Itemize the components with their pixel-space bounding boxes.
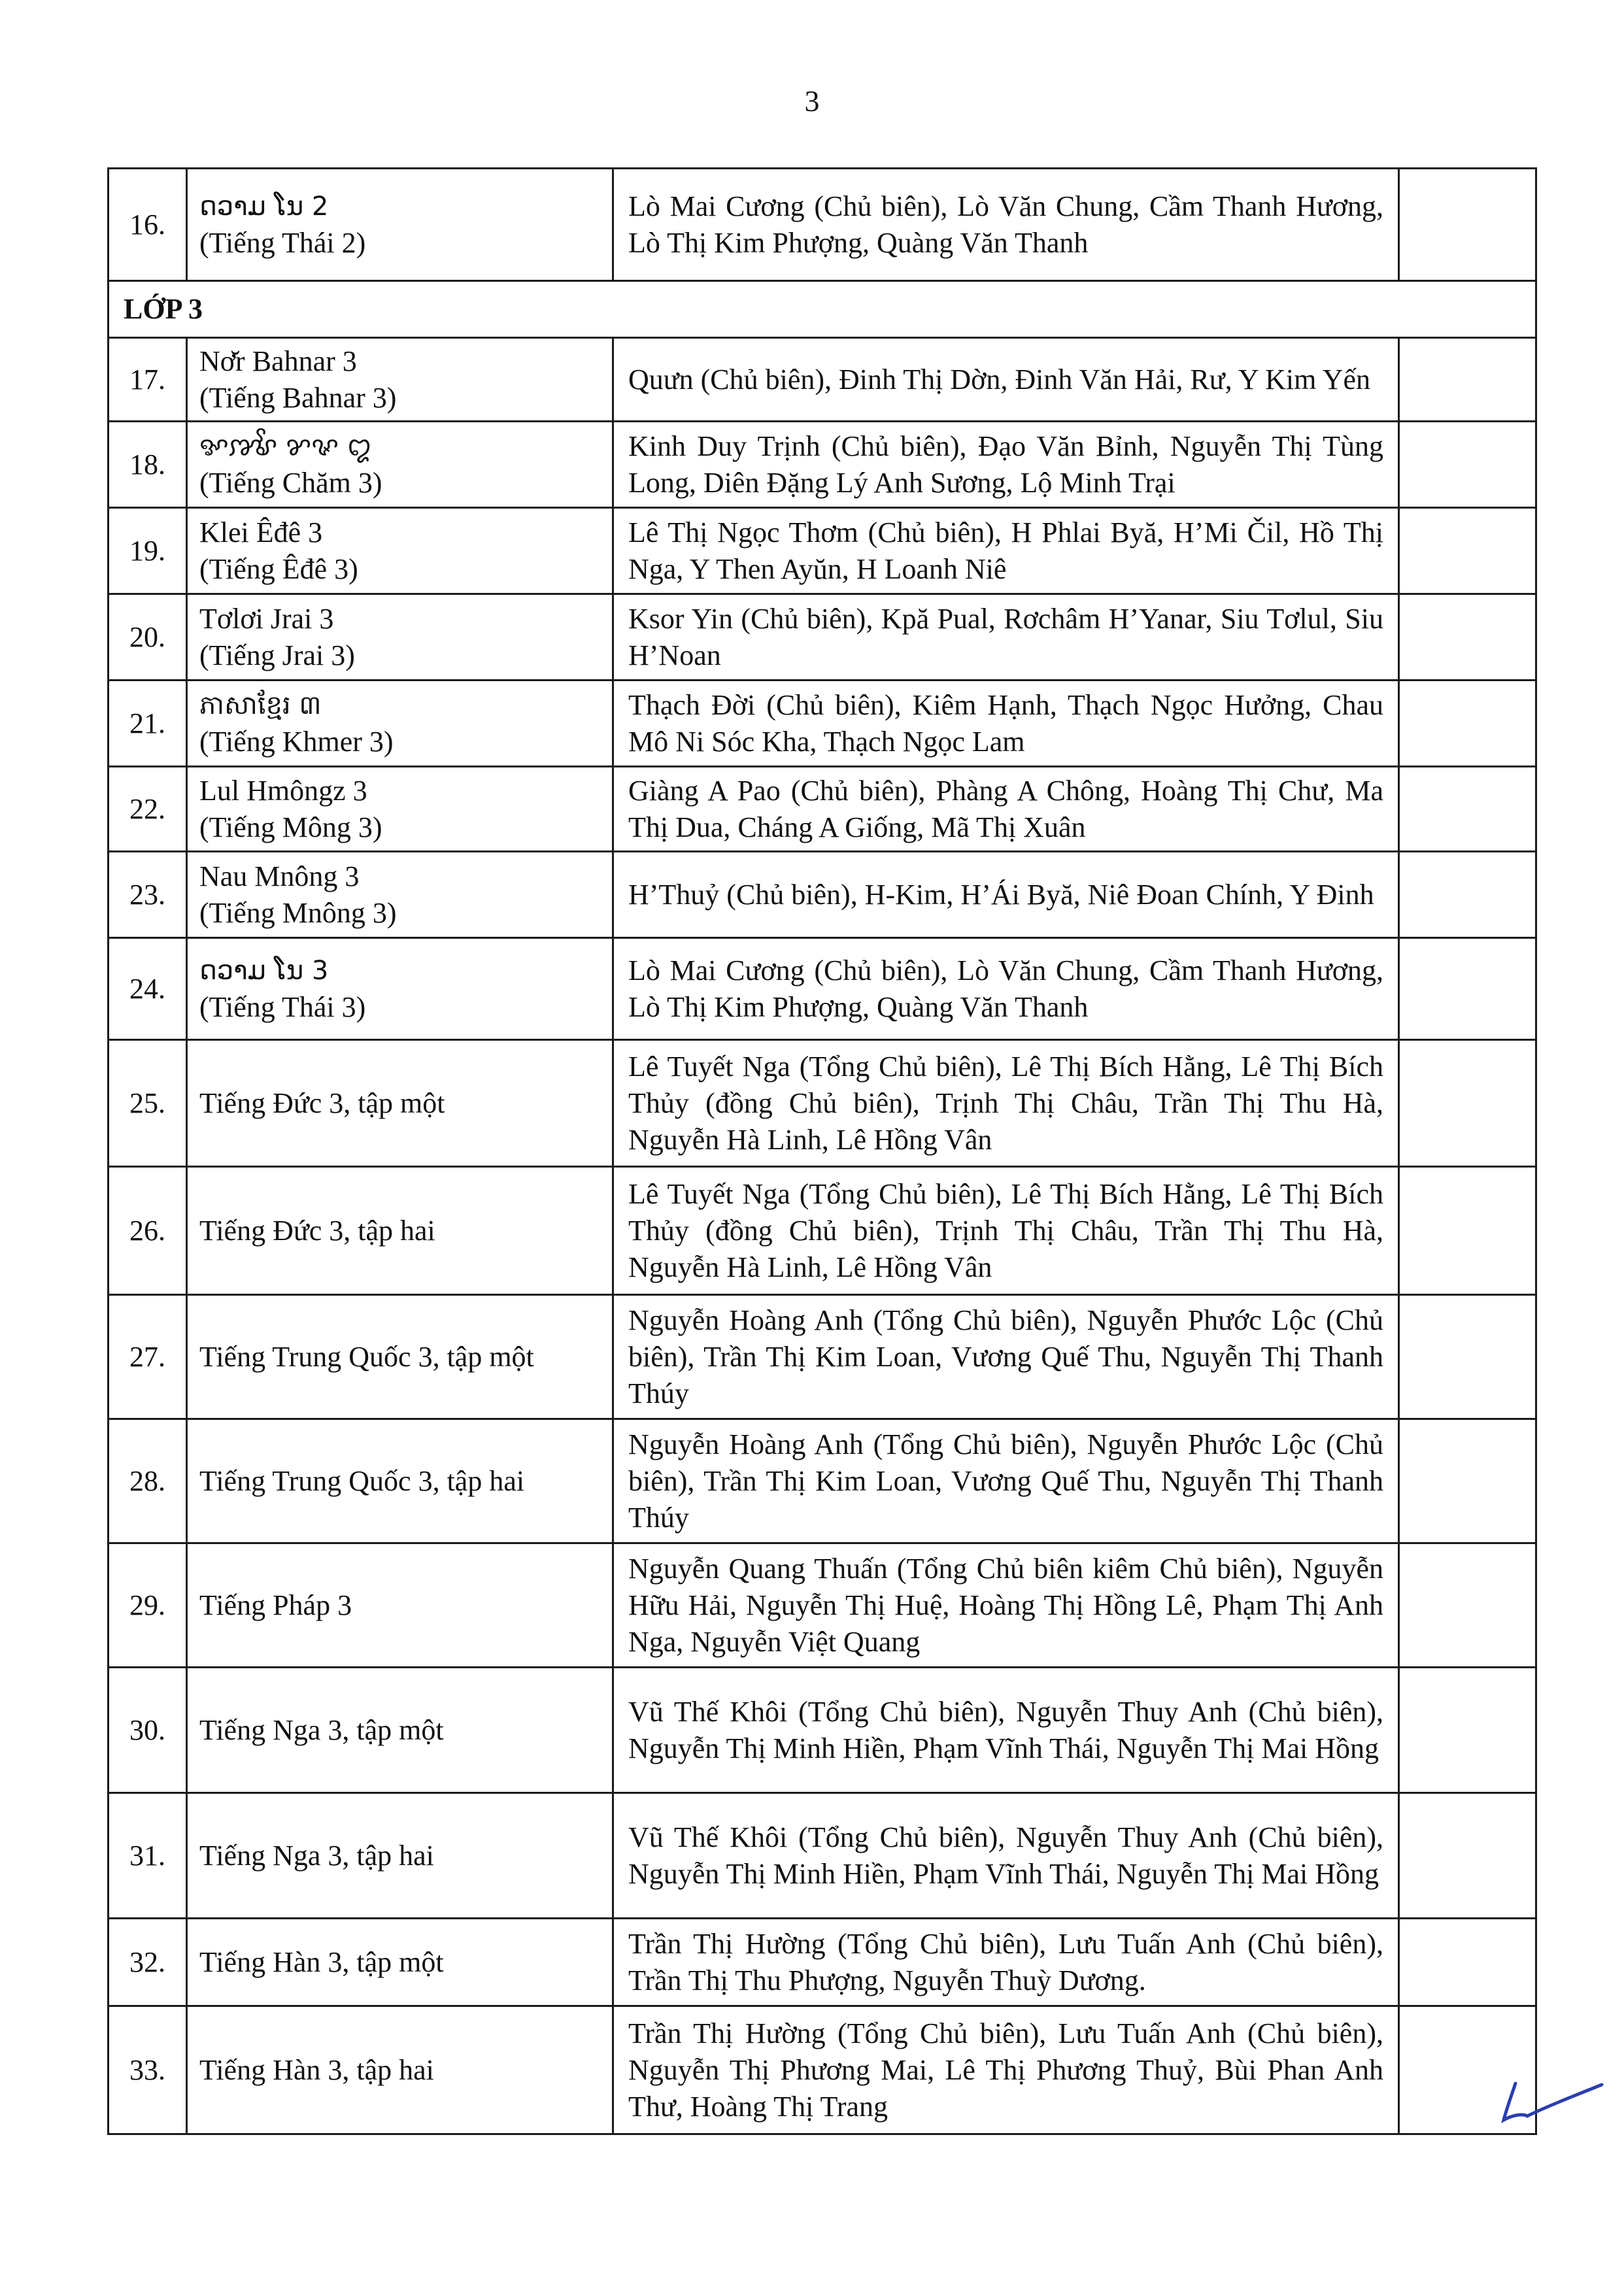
note-cell <box>1399 852 1536 938</box>
book-title-line: Tiếng Hàn 3, tập một <box>199 1945 444 1978</box>
row-number: 27. <box>109 1295 187 1419</box>
note-cell <box>1399 169 1536 281</box>
book-title-cell <box>187 1793 613 1919</box>
book-title-line: Tiếng Trung Quốc 3, tập một <box>199 1340 534 1373</box>
authors-cell: Nguyễn Hoàng Anh (Tổng Chủ biên), Nguyễn Phước Lộc (Chủ biên), Trần Thị Kim Loan, Vương Quế Thu, Nguyễn Thị Thanh Thúy <box>613 1419 1399 1543</box>
book-title-line: Tiếng Pháp 3 <box>199 1589 352 1621</box>
row-number: 20. <box>109 594 187 681</box>
section-heading: LỚP 3 <box>109 281 1536 338</box>
table-row <box>109 169 1536 281</box>
book-title-cell <box>187 338 613 422</box>
note-cell <box>1399 1419 1536 1543</box>
authors-cell: Kinh Duy Trịnh (Chủ biên), Đạo Văn Bỉnh, Nguyễn Thị Tùng Long, Diên Đặng Lý Anh Sương, Lộ Minh Trại <box>613 422 1399 508</box>
row-number: 32. <box>109 1919 187 2006</box>
book-title-line: (Tiếng Thái 3) <box>199 990 366 1023</box>
authors-cell: Lò Mai Cương (Chủ biên), Lò Văn Chung, Cầm Thanh Hương, Lò Thị Kim Phượng, Quàng Văn Thanh <box>613 169 1399 281</box>
book-title-cell <box>187 1040 613 1167</box>
book-title-line: Nau Mnông 3 <box>199 860 360 892</box>
book-title-cell <box>187 169 613 281</box>
authors-cell: Nguyễn Hoàng Anh (Tổng Chủ biên), Nguyễn Phước Lộc (Chủ biên), Trần Thị Kim Loan, Vương Quế Thu, Nguyễn Thị Thanh Thúy <box>613 1295 1399 1419</box>
book-title-line: Tơlơi Jrai 3 <box>199 602 334 635</box>
authors-cell: Quưn (Chủ biên), Đinh Thị Dờn, Đinh Văn Hải, Rư, Y Kim Yến <box>613 338 1399 422</box>
book-title-cell <box>187 1167 613 1295</box>
note-cell <box>1399 338 1536 422</box>
table-row <box>109 1167 1536 1295</box>
book-title-line: (Tiếng Thái 2) <box>199 226 366 259</box>
row-number: 24. <box>109 938 187 1040</box>
book-title-cell <box>187 1543 613 1668</box>
note-cell <box>1399 1543 1536 1668</box>
row-number: 21. <box>109 681 187 767</box>
book-title-line: Klei Êđê 3 <box>199 516 323 548</box>
row-number: 33. <box>109 2006 187 2134</box>
row-number: 25. <box>109 1040 187 1167</box>
book-title-cell <box>187 2006 613 2134</box>
book-title-line: Tiếng Nga 3, tập hai <box>199 1839 434 1872</box>
authors-cell: Thạch Đời (Chủ biên), Kiêm Hạnh, Thạch Ngọc Hưởng, Chau Mô Ni Sóc Kha, Thạch Ngọc Lam <box>613 681 1399 767</box>
note-cell <box>1399 508 1536 594</box>
textbook-list-table <box>107 167 1537 2135</box>
table-row <box>109 338 1536 422</box>
book-title-line: (Tiếng Bahnar 3) <box>199 381 397 414</box>
note-cell <box>1399 1668 1536 1793</box>
book-title-line: (Tiếng Mông 3) <box>199 811 382 843</box>
book-title-line: ភាសាខ្មែរ ៣ <box>199 690 322 720</box>
table-row <box>109 1919 1536 2006</box>
table-row <box>109 594 1536 681</box>
authors-cell: Trần Thị Hường (Tổng Chủ biên), Lưu Tuấn Anh (Chủ biên), Trần Thị Thu Phượng, Nguyễn Thuỳ Dương. <box>613 1919 1399 2006</box>
table-body <box>109 169 1536 2134</box>
authors-cell: Lê Tuyết Nga (Tổng Chủ biên), Lê Thị Bích Hằng, Lê Thị Bích Thủy (đồng Chủ biên), Trịnh Thị Châu, Trần Thị Thu Hà, Nguyễn Hà Linh, Lê Hồng Vân <box>613 1167 1399 1295</box>
book-title-cell <box>187 767 613 852</box>
signature-mark <box>1497 2076 1608 2134</box>
book-title-line: (Tiếng Jrai 3) <box>199 639 355 671</box>
authors-cell: Trần Thị Hường (Tổng Chủ biên), Lưu Tuấn Anh (Chủ biên), Nguyễn Thị Phương Mai, Lê Thị Phương Thuỷ, Bùi Phan Anh Thư, Hoàng Thị Trang <box>613 2006 1399 2134</box>
book-title-cell <box>187 422 613 508</box>
table-row <box>109 938 1536 1040</box>
row-number: 28. <box>109 1419 187 1543</box>
authors-cell: H’Thuỷ (Chủ biên), H-Kim, H’Ái Byă, Niê Đoan Chính, Y Đinh <box>613 852 1399 938</box>
row-number: 29. <box>109 1543 187 1668</box>
row-number: 19. <box>109 508 187 594</box>
book-title-cell <box>187 1295 613 1419</box>
table-row <box>109 508 1536 594</box>
book-title-cell <box>187 938 613 1040</box>
authors-cell: Lò Mai Cương (Chủ biên), Lò Văn Chung, Cầm Thanh Hương, Lò Thị Kim Phượng, Quàng Văn Thanh <box>613 938 1399 1040</box>
row-number: 31. <box>109 1793 187 1919</box>
book-title-line: ດວາມ ໂນ 3 <box>199 955 329 986</box>
row-number: 23. <box>109 852 187 938</box>
authors-cell: Lê Thị Ngọc Thơm (Chủ biên), H Phlai Byă, H’Mi Čil, Hồ Thị Nga, Y Then Ayŭn, H Loanh Niê <box>613 508 1399 594</box>
authors-cell: Vũ Thế Khôi (Tổng Chủ biên), Nguyễn Thuy Anh (Chủ biên), Nguyễn Thị Minh Hiền, Phạm Vĩnh Thái, Nguyễn Thị Mai Hồng <box>613 1668 1399 1793</box>
table-row <box>109 1040 1536 1167</box>
authors-cell: Ksor Yin (Chủ biên), Kpă Pual, Rơchâm H’Yanar, Siu Tơlul, Siu H’Noan <box>613 594 1399 681</box>
row-number: 18. <box>109 422 187 508</box>
note-cell <box>1399 938 1536 1040</box>
row-number: 30. <box>109 1668 187 1793</box>
book-title-line: Tiếng Đức 3, tập một <box>199 1086 445 1119</box>
book-title-line: Tiếng Hàn 3, tập hai <box>199 2053 434 2086</box>
book-title-line: Tiếng Trung Quốc 3, tập hai <box>199 1464 525 1497</box>
section-row <box>109 281 1536 338</box>
table-row <box>109 2006 1536 2134</box>
book-title-cell <box>187 852 613 938</box>
book-title-cell <box>187 508 613 594</box>
row-number: 16. <box>109 169 187 281</box>
table-row <box>109 852 1536 938</box>
book-title-cell <box>187 1919 613 2006</box>
row-number: 22. <box>109 767 187 852</box>
book-title-line: Tiếng Đức 3, tập hai <box>199 1214 435 1247</box>
book-title-line: (Tiếng Êđê 3) <box>199 552 358 585</box>
book-title-line: ꨀꨇꨩꨣ ꨌꨟ ꩓ <box>199 431 372 462</box>
authors-cell: Vũ Thế Khôi (Tổng Chủ biên), Nguyễn Thuy Anh (Chủ biên), Nguyễn Thị Minh Hiền, Phạm Vĩnh Thái, Nguyễn Thị Mai Hồng <box>613 1793 1399 1919</box>
table-row <box>109 1543 1536 1668</box>
book-title-cell <box>187 681 613 767</box>
authors-cell: Nguyễn Quang Thuấn (Tổng Chủ biên kiêm Chủ biên), Nguyễn Hữu Hải, Nguyễn Thị Huệ, Hoàng Thị Hồng Lê, Phạm Thị Anh Nga, Nguyễn Việt Quang <box>613 1543 1399 1668</box>
book-title-line: Lul Hmôngz 3 <box>199 774 367 807</box>
book-title-line: (Tiếng Chăm 3) <box>199 466 382 499</box>
row-number: 26. <box>109 1167 187 1295</box>
note-cell <box>1399 1040 1536 1167</box>
table-row <box>109 1668 1536 1793</box>
book-title-cell <box>187 1668 613 1793</box>
note-cell <box>1399 1919 1536 2006</box>
table-row <box>109 681 1536 767</box>
note-cell <box>1399 1167 1536 1295</box>
table-row <box>109 1295 1536 1419</box>
book-title-cell <box>187 594 613 681</box>
table-row <box>109 1793 1536 1919</box>
table-row <box>109 767 1536 852</box>
note-cell <box>1399 681 1536 767</box>
note-cell <box>1399 767 1536 852</box>
book-title-cell <box>187 1419 613 1543</box>
note-cell <box>1399 594 1536 681</box>
note-cell <box>1399 1295 1536 1419</box>
authors-cell: Giàng A Pao (Chủ biên), Phàng A Chông, Hoàng Thị Chư, Ma Thị Dua, Cháng A Giống, Mã Thị Xuân <box>613 767 1399 852</box>
note-cell <box>1399 422 1536 508</box>
book-title-line: (Tiếng Mnông 3) <box>199 896 397 929</box>
page-number: 3 <box>804 84 820 118</box>
authors-cell: Lê Tuyết Nga (Tổng Chủ biên), Lê Thị Bích Hằng, Lê Thị Bích Thủy (đồng Chủ biên), Trịnh Thị Châu, Trần Thị Thu Hà, Nguyễn Hà Linh, Lê Hồng Vân <box>613 1040 1399 1167</box>
table-row <box>109 422 1536 508</box>
book-title-line: Tiếng Nga 3, tập một <box>199 1713 444 1746</box>
book-title-line: (Tiếng Khmer 3) <box>199 725 394 758</box>
row-number: 17. <box>109 338 187 422</box>
note-cell <box>1399 1793 1536 1919</box>
book-title-line: Nơ̆r Bahnar 3 <box>199 345 357 377</box>
book-title-line: ດວາມ ໂນ 2 <box>199 191 329 222</box>
table-row <box>109 1419 1536 1543</box>
